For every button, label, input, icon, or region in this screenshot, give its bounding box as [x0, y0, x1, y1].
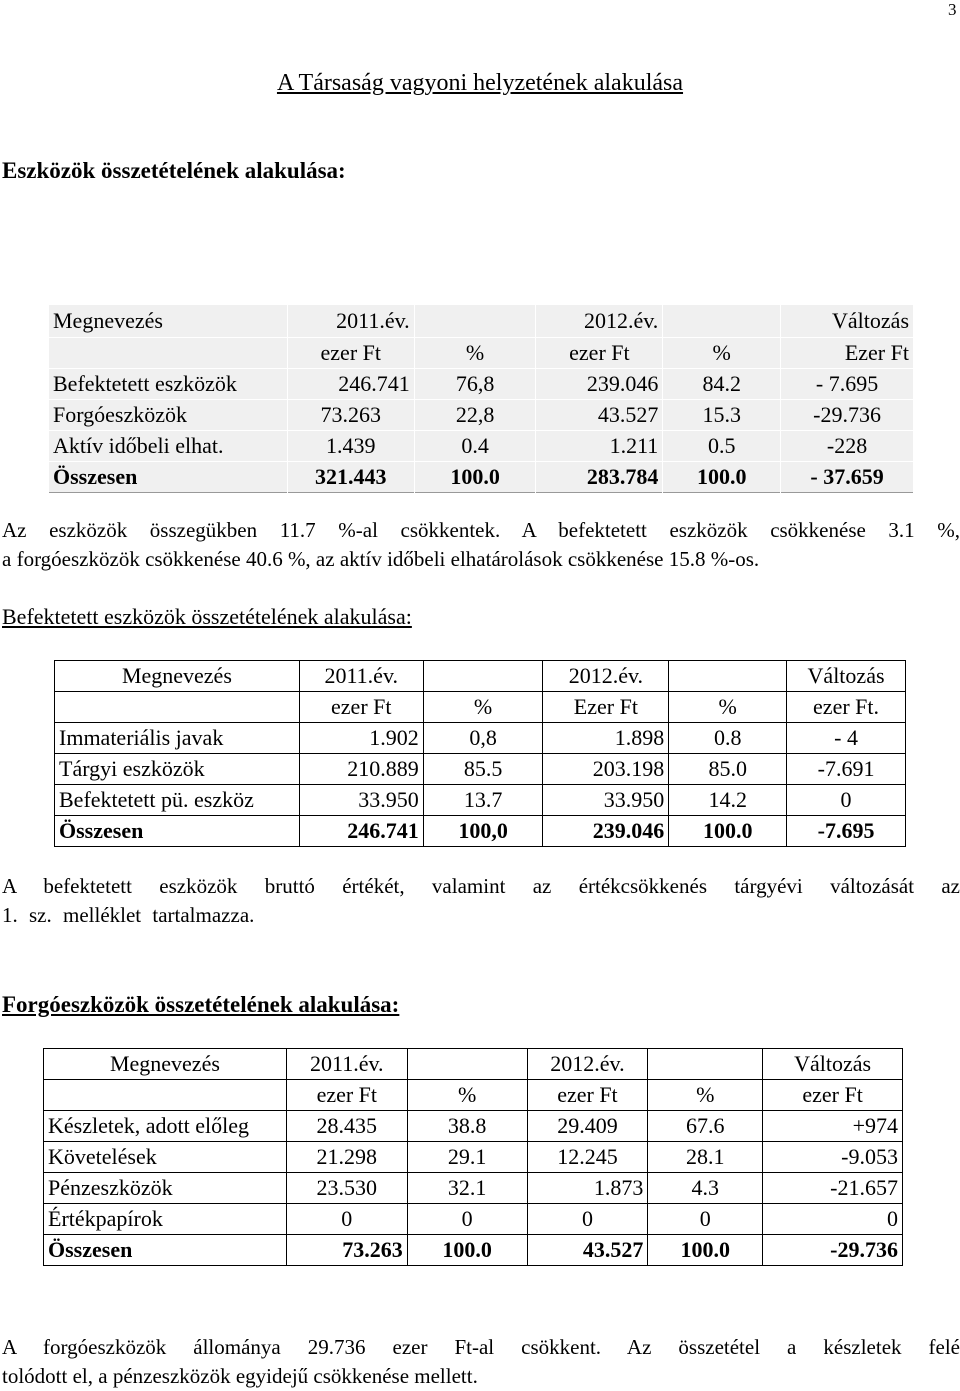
header-cell: % — [648, 1080, 763, 1111]
cell: 67.6 — [648, 1111, 763, 1142]
table-subheader-row — [49, 338, 914, 369]
cell: - 7.695 — [781, 369, 914, 400]
header-cell: ezer Ft — [536, 338, 663, 369]
cell: 12.245 — [527, 1142, 648, 1173]
cell: 29.409 — [527, 1111, 648, 1142]
cell: 85.0 — [669, 754, 787, 785]
header-cell: Megnevezés — [49, 305, 288, 338]
cell: 1.902 — [299, 723, 423, 754]
row-label: Immateriális javak — [55, 723, 300, 754]
cell: 0 — [648, 1204, 763, 1235]
table-row — [55, 723, 906, 754]
table-row — [55, 785, 906, 816]
cell: -7.691 — [787, 754, 906, 785]
cell: -21.657 — [763, 1173, 903, 1204]
table-row — [49, 400, 914, 431]
row-label: Készletek, adott előleg — [44, 1111, 287, 1142]
header-cell: 2012.év. — [543, 661, 669, 692]
cell: 33.950 — [543, 785, 669, 816]
cell: 29.1 — [407, 1142, 527, 1173]
row-label: Forgóeszközök — [49, 400, 288, 431]
cell: 4.3 — [648, 1173, 763, 1204]
current-assets-table — [43, 1048, 903, 1266]
table-total-row — [44, 1235, 903, 1266]
header-cell: % — [663, 338, 781, 369]
cell: 100.0 — [414, 462, 536, 493]
fixed-assets-note-paragraph — [2, 872, 960, 930]
cell: 100.0 — [663, 462, 781, 493]
cell: 100,0 — [423, 816, 543, 847]
header-cell: Megnevezés — [55, 661, 300, 692]
header-cell — [49, 338, 288, 369]
header-cell — [44, 1080, 287, 1111]
header-cell: Változás — [781, 305, 914, 338]
header-cell: ezer Ft — [527, 1080, 648, 1111]
cell: 1.439 — [287, 431, 414, 462]
header-cell: % — [414, 338, 536, 369]
header-cell: ezer Ft — [286, 1080, 407, 1111]
cell: 100.0 — [407, 1235, 527, 1266]
paragraph-line: a forgóeszközök csökkenése 40.6 %, az aktív időbeli elhatárolások csökkenése 15.8 %-os. — [2, 547, 760, 571]
cell: 28.435 — [286, 1111, 407, 1142]
row-label: Összesen — [49, 462, 288, 493]
cell: 22,8 — [414, 400, 536, 431]
cell: 0.5 — [663, 431, 781, 462]
table-subheader-row — [44, 1080, 903, 1111]
table-total-row — [49, 462, 914, 493]
table-header-row — [44, 1049, 903, 1080]
table-row — [44, 1142, 903, 1173]
table-total-row — [55, 816, 906, 847]
header-cell: 2011.év. — [299, 661, 423, 692]
cell: 1.873 — [527, 1173, 648, 1204]
cell: 210.889 — [299, 754, 423, 785]
cell: 85.5 — [423, 754, 543, 785]
row-label: Befektetett pü. eszköz — [55, 785, 300, 816]
cell: 0 — [527, 1204, 648, 1235]
cell: 283.784 — [536, 462, 663, 493]
row-label: Követelések — [44, 1142, 287, 1173]
header-cell: % — [423, 692, 543, 723]
cell: 14.2 — [669, 785, 787, 816]
cell: 0 — [286, 1204, 407, 1235]
paragraph-line: 1. sz. melléklet tartalmazza. — [2, 903, 255, 927]
paragraph-line: A forgóeszközök állománya 29.736 ezer Ft-al csökkent. Az összetétel a készletek felé — [2, 1335, 960, 1359]
table-row — [44, 1111, 903, 1142]
cell: +974 — [763, 1111, 903, 1142]
cell: 1.898 — [543, 723, 669, 754]
cell: 32.1 — [407, 1173, 527, 1204]
header-cell — [648, 1049, 763, 1080]
cell: 0 — [787, 785, 906, 816]
cell: 0 — [763, 1204, 903, 1235]
row-label: Pénzeszközök — [44, 1173, 287, 1204]
cell: -29.736 — [781, 400, 914, 431]
header-cell: ezer Ft — [763, 1080, 903, 1111]
cell: 0.8 — [669, 723, 787, 754]
table-header-row — [55, 661, 906, 692]
row-label: Összesen — [44, 1235, 287, 1266]
cell: - 37.659 — [781, 462, 914, 493]
table-subheader-row — [55, 692, 906, 723]
table-row — [44, 1204, 903, 1235]
cell: 246.741 — [299, 816, 423, 847]
page-title: A Társaság vagyoni helyzetének alakulása — [276, 70, 684, 96]
row-label: Értékpapírok — [44, 1204, 287, 1235]
section-heading-fixed-assets: Befektetett eszközök összetételének alakulása: — [2, 604, 412, 629]
section-heading-current-assets: Forgóeszközök összetételének alakulása: — [2, 992, 400, 1017]
cell: -7.695 — [787, 816, 906, 847]
cell: 100.0 — [648, 1235, 763, 1266]
header-cell: 2012.év. — [527, 1049, 648, 1080]
cell: 33.950 — [299, 785, 423, 816]
cell: 203.198 — [543, 754, 669, 785]
header-cell: 2011.év. — [286, 1049, 407, 1080]
fixed-assets-table — [54, 660, 906, 847]
row-label: Összesen — [55, 816, 300, 847]
cell: - 4 — [787, 723, 906, 754]
cell: 239.046 — [536, 369, 663, 400]
cell: 1.211 — [536, 431, 663, 462]
cell: 84.2 — [663, 369, 781, 400]
cell: 239.046 — [543, 816, 669, 847]
header-cell — [55, 692, 300, 723]
cell: 246.741 — [287, 369, 414, 400]
cell: 76,8 — [414, 369, 536, 400]
cell: 321.443 — [287, 462, 414, 493]
header-cell — [423, 661, 543, 692]
assets-composition-table — [48, 304, 914, 493]
cell: 43.527 — [527, 1235, 648, 1266]
page-number: 3 — [948, 0, 957, 19]
row-label: Befektetett eszközök — [49, 369, 288, 400]
table-row — [49, 431, 914, 462]
cell: 0.4 — [414, 431, 536, 462]
cell: 43.527 — [536, 400, 663, 431]
header-cell: % — [407, 1080, 527, 1111]
table-row — [44, 1173, 903, 1204]
header-cell — [669, 661, 787, 692]
table-row — [49, 369, 914, 400]
header-cell: % — [669, 692, 787, 723]
header-cell — [663, 305, 781, 338]
row-label: Tárgyi eszközök — [55, 754, 300, 785]
assets-summary-paragraph — [2, 516, 960, 574]
cell: 13.7 — [423, 785, 543, 816]
cell: 38.8 — [407, 1111, 527, 1142]
header-cell: ezer Ft. — [787, 692, 906, 723]
header-cell: ezer Ft — [299, 692, 423, 723]
header-cell: ezer Ft — [287, 338, 414, 369]
cell: 73.263 — [286, 1235, 407, 1266]
header-cell: Ezer Ft — [781, 338, 914, 369]
cell: 15.3 — [663, 400, 781, 431]
header-cell — [407, 1049, 527, 1080]
row-label: Aktív időbeli elhat. — [49, 431, 288, 462]
header-cell: Változás — [763, 1049, 903, 1080]
cell: 100.0 — [669, 816, 787, 847]
header-cell: 2012.év. — [536, 305, 663, 338]
table-header-row — [49, 305, 914, 338]
cell: 0,8 — [423, 723, 543, 754]
section-heading-assets: Eszközök összetételének alakulása: — [2, 158, 346, 183]
header-cell: Változás — [787, 661, 906, 692]
paragraph-line: Az eszközök összegükben 11.7 %-al csökkentek. A befektetett eszközök csökkenése 3.1 %, — [2, 518, 960, 542]
paragraph-line: tolódott el, a pénzeszközök egyidejű csökkenése mellett. — [2, 1364, 478, 1388]
cell: 23.530 — [286, 1173, 407, 1204]
header-cell — [414, 305, 536, 338]
cell: 73.263 — [287, 400, 414, 431]
paragraph-line: A befektetett eszközök bruttó értékét, valamint az értékcsökkenés tárgyévi változását az — [2, 874, 960, 898]
table-row — [55, 754, 906, 785]
current-assets-summary-paragraph — [2, 1333, 960, 1391]
cell: 28.1 — [648, 1142, 763, 1173]
header-cell: 2011.év. — [287, 305, 414, 338]
cell: -9.053 — [763, 1142, 903, 1173]
cell: -228 — [781, 431, 914, 462]
cell: -29.736 — [763, 1235, 903, 1266]
header-cell: Ezer Ft — [543, 692, 669, 723]
cell: 0 — [407, 1204, 527, 1235]
cell: 21.298 — [286, 1142, 407, 1173]
header-cell: Megnevezés — [44, 1049, 287, 1080]
